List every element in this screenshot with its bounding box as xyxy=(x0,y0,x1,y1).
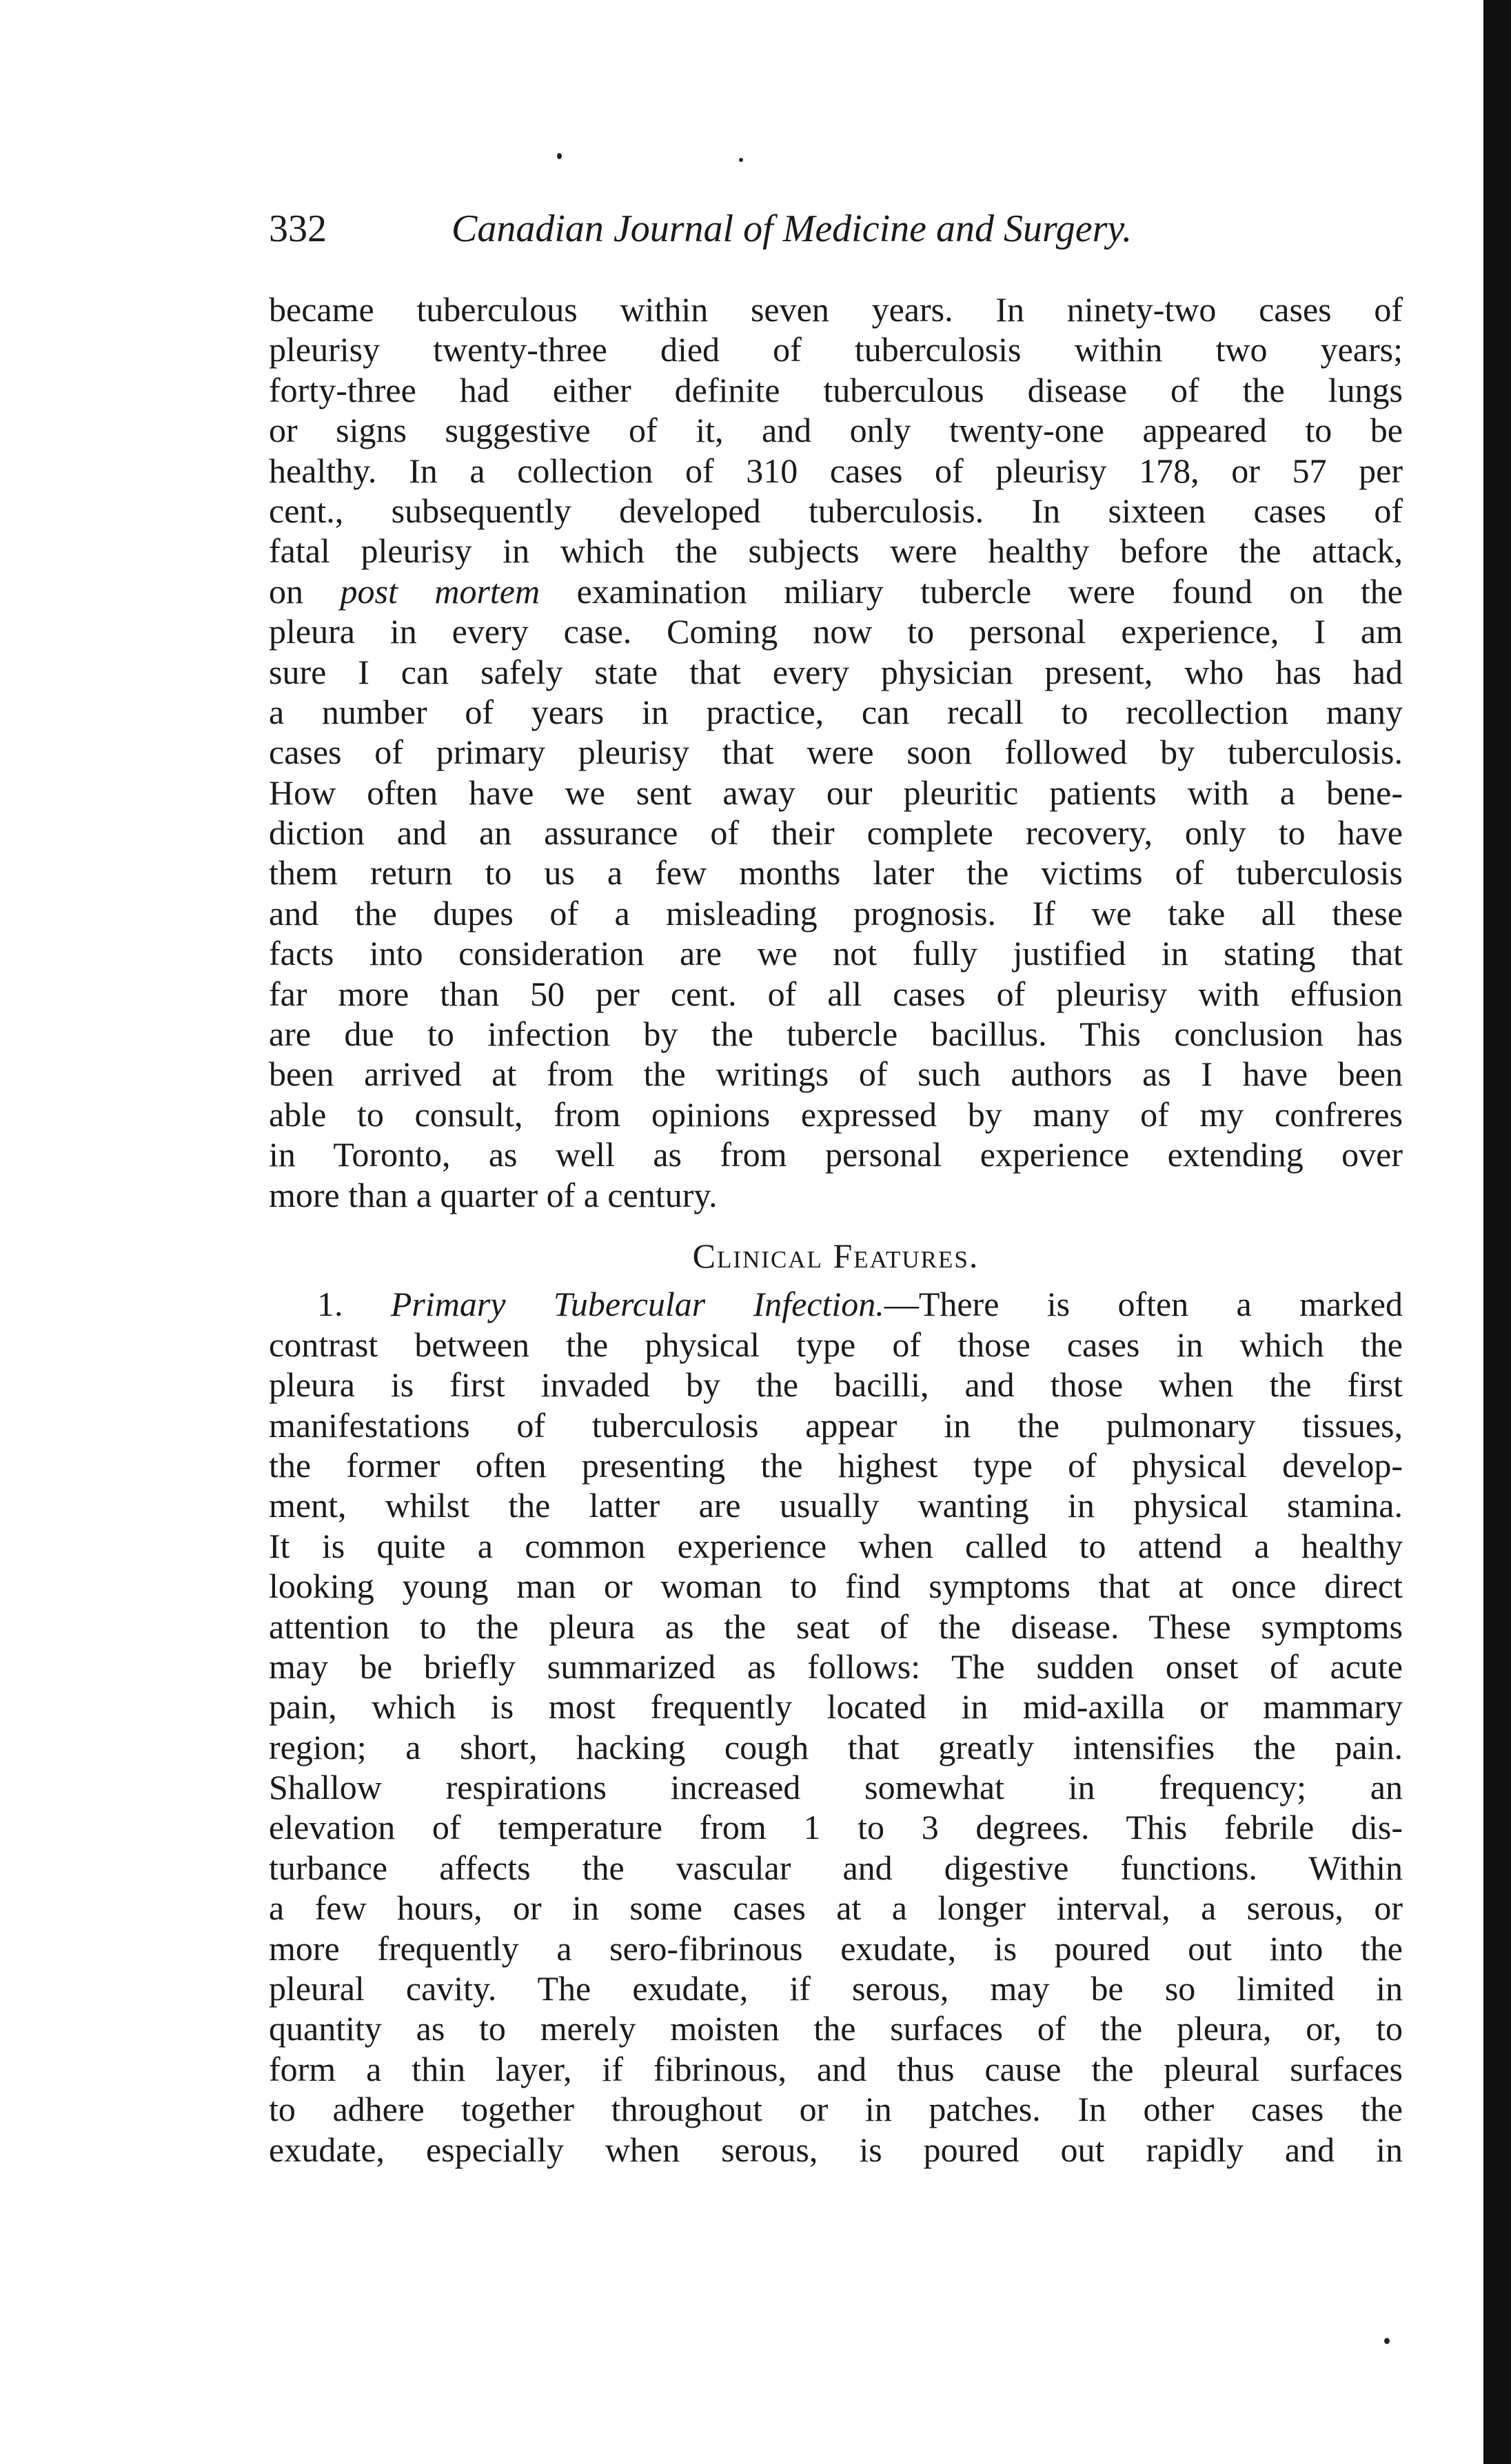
text-line: on post mortem examination miliary tubercle were found on the xyxy=(269,571,1403,611)
body-text xyxy=(269,289,1403,2170)
text-line: exudate, especially when serous, is poured out rapidly and in xyxy=(269,2130,1403,2169)
scan-border xyxy=(1483,0,1511,2464)
text-line: pleurisy twenty-three died of tuberculosis within two years; xyxy=(269,330,1403,369)
text-line: 1. Primary Tubercular Infection.—There is often a marked xyxy=(317,1285,1403,1324)
text-line: region; a short, hacking cough that greatly intensifies the pain. xyxy=(269,1727,1403,1766)
text-line: contrast between the physical type of those cases in which the xyxy=(269,1325,1403,1364)
text-line: and the dupes of a misleading prognosis. If we take all these xyxy=(269,893,1403,933)
text-line: pleura in every case. Coming now to personal experience, I am xyxy=(269,612,1403,651)
text-line: facts into consideration are we not fully justified in stating that xyxy=(269,934,1403,973)
text-line: able to consult, from opinions expressed by many of my confreres xyxy=(269,1094,1403,1134)
italic-phrase: post mortem xyxy=(340,571,540,611)
text-line: more than a quarter of a century. xyxy=(269,1175,718,1214)
text-line: been arrived at from the writings of such authors as I have been xyxy=(269,1055,1403,1094)
text-line: pleura is first invaded by the bacilli, and those when the first xyxy=(269,1365,1403,1405)
subsection-title: Primary Tubercular Infection. xyxy=(390,1285,884,1324)
text-line: looking young man or woman to find symptoms that at once direct xyxy=(269,1567,1403,1606)
paragraph-1 xyxy=(269,289,1403,571)
text-line: Shallow respirations increased somewhat in frequency; an xyxy=(269,1768,1403,1807)
text-line: fatal pleurisy in which the subjects were healthy before the attack, xyxy=(269,531,1403,571)
page-number: 332 xyxy=(269,207,327,250)
page-header xyxy=(269,207,1399,262)
text-line: them return to us a few months later the victims of tuberculosis xyxy=(269,853,1403,893)
text-line: to adhere together throughout or in patches. In other cases the xyxy=(269,2090,1403,2129)
text-line: cent., subsequently developed tuberculosis. In sixteen cases of xyxy=(269,491,1403,530)
text-line: pain, which is most frequently located in mid-axilla or mammary xyxy=(269,1687,1403,1727)
text-line: may be briefly summarized as follows: The sudden onset of acute xyxy=(269,1647,1403,1686)
text-line: forty-three had either definite tuberculous disease of the lungs xyxy=(269,370,1403,409)
paragraph-2 xyxy=(269,1325,1403,2170)
scan-speck xyxy=(739,158,743,162)
text-line: How often have we sent away our pleuritic patients with a bene- xyxy=(269,773,1403,812)
text-line: sure I can safely state that every physician present, who has had xyxy=(269,652,1403,691)
scan-border-gap xyxy=(1477,0,1483,2464)
text-line: the former often presenting the highest type of physical develop- xyxy=(269,1445,1403,1485)
text-line: diction and an assurance of their complete recovery, only to have xyxy=(269,813,1403,853)
text-line: turbance affects the vascular and digestive functions. Within xyxy=(269,1848,1403,1887)
running-title: Canadian Journal of Medicine and Surgery. xyxy=(452,207,1133,250)
text-line: attention to the pleura as the seat of the disease. These symptoms xyxy=(269,1607,1403,1646)
text-line: ment, whilst the latter are usually wanting in physical stamina. xyxy=(269,1486,1403,1525)
section-heading: Clinical Features. xyxy=(692,1236,980,1275)
text-line: cases of primary pleurisy that were soon followed by tuberculosis. xyxy=(269,733,1403,772)
text-line: It is quite a common experience when called to attend a healthy xyxy=(269,1526,1403,1565)
text-line: became tuberculous within seven years. In ninety-two cases of xyxy=(269,290,1403,329)
text-line: elevation of temperature from 1 to 3 degrees. This febrile dis- xyxy=(269,1808,1403,1847)
text-line: or signs suggestive of it, and only twenty-one appeared to be xyxy=(269,411,1403,450)
text-line: healthy. In a collection of 310 cases of pleurisy 178, or 57 per xyxy=(269,451,1403,490)
text-line: quantity as to merely moisten the surfaces of the pleura, or, to xyxy=(269,2009,1403,2048)
text-line: manifestations of tuberculosis appear in the pulmonary tissues, xyxy=(269,1405,1403,1445)
text-line: more frequently a sero-fibrinous exudate, is poured out into the xyxy=(269,1928,1403,1968)
text-line: a number of years in practice, can recall to recollection many xyxy=(269,692,1403,731)
text-line: in Toronto, as well as from personal experience extending over xyxy=(269,1135,1403,1174)
text-line: form a thin layer, if fibrinous, and thus cause the pleural surfaces xyxy=(269,2049,1403,2088)
text-line: pleural cavity. The exudate, if serous, may be so limited in xyxy=(269,1969,1403,2008)
paragraph-1-continued xyxy=(269,611,1403,1174)
text-line: are due to infection by the tubercle bacillus. This conclusion has xyxy=(269,1015,1403,1054)
scan-speck xyxy=(1384,2338,1390,2344)
text-line: far more than 50 per cent. of all cases of pleurisy with effusion xyxy=(269,974,1403,1013)
text-line: a few hours, or in some cases at a longer interval, a serous, or xyxy=(269,1888,1403,1928)
scan-speck xyxy=(557,153,562,159)
